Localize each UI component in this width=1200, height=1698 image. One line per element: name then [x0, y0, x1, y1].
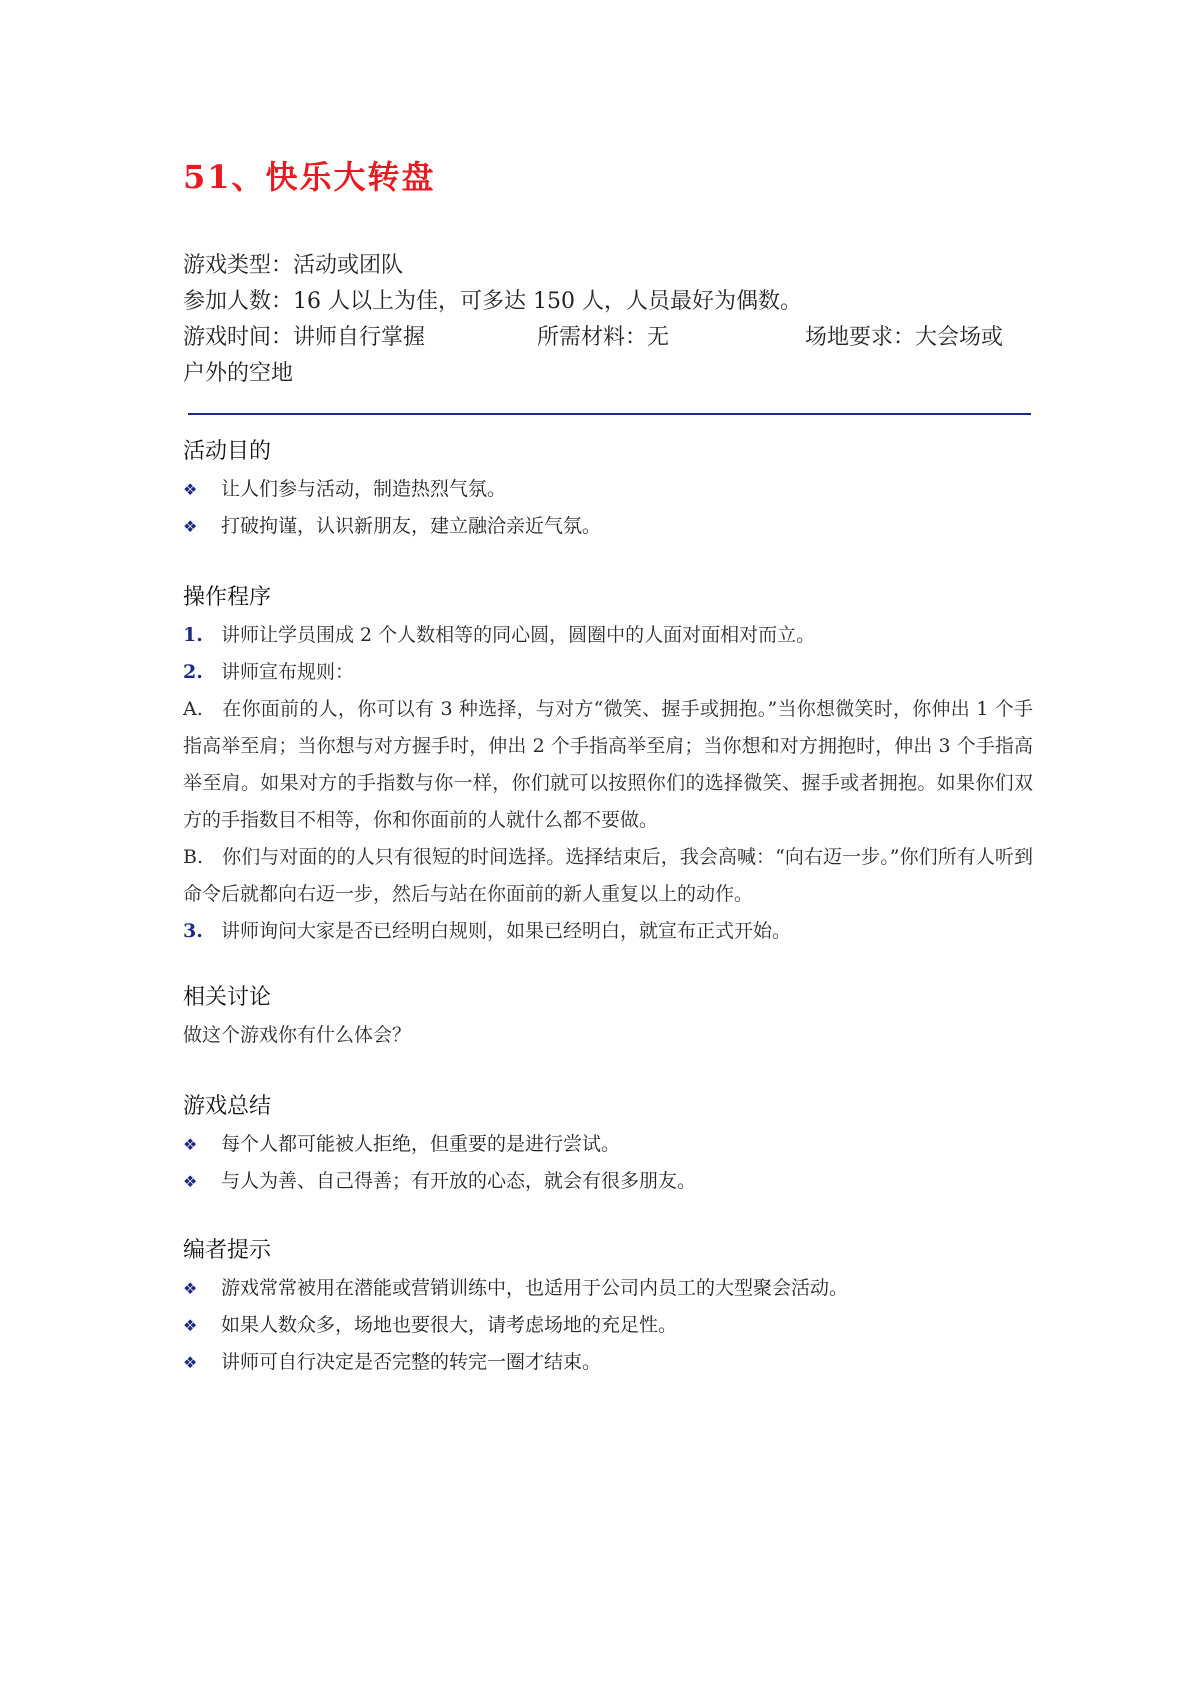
discussion-heading: 相关讨论	[183, 985, 272, 1010]
list-item-text: 游戏常常被用在潜能或营销训练中，也适用于公司内员工的大型聚会活动。	[221, 1277, 849, 1299]
diamond-bullet-icon: ❖	[183, 1279, 198, 1298]
rule-a-paragraph: A. 在你面前的人，你可以有 3 种选择，与对方“微笑、握手或拥抱。”当你想微笑时，你伸出 1 个手指高举至肩；当你想与对方握手时，伸出 2 个手指高举至肩；当你想和对方拥抱时，伸出 3 个手指高举至肩。如果对方的手指数与你一样，你们就可以按照你们的选择微笑、握手或者拥抱。如果你们双方的手指数目不相等，你和你面前的人就什么都不要做。	[183, 698, 1033, 831]
tips-section	[183, 1236, 1033, 1381]
list-item-text: 与人为善、自己得善；有开放的心态，就会有很多朋友。	[221, 1170, 697, 1192]
tips-list	[183, 1270, 1033, 1381]
section-divider	[188, 413, 1031, 415]
materials: 所需材料：无	[537, 325, 670, 350]
list-item-text: 讲师可自行决定是否完整的转完一圈才结束。	[221, 1351, 602, 1373]
meta-row	[183, 320, 1033, 356]
step-number: 1.	[183, 624, 203, 646]
diamond-bullet-icon: ❖	[183, 1353, 198, 1372]
list-item-text: 让人们参与活动，制造热烈气氛。	[221, 478, 507, 500]
game-type: 游戏类型：活动或团队	[183, 253, 404, 278]
list-item	[183, 1307, 1033, 1344]
diamond-bullet-icon: ❖	[183, 1135, 198, 1154]
diamond-bullet-icon: ❖	[183, 1172, 198, 1191]
step-text: 讲师询问大家是否已经明白规则，如果已经明白，就宣布正式开始。	[221, 920, 792, 942]
summary-list	[183, 1126, 1033, 1200]
list-item	[183, 1270, 1033, 1307]
diamond-bullet-icon: ❖	[183, 480, 198, 499]
venue-continued: 户外的空地	[183, 361, 294, 386]
procedure-body	[183, 617, 1033, 950]
list-item	[183, 1126, 1033, 1163]
procedure-step	[183, 617, 1033, 654]
purpose-section	[183, 437, 1033, 545]
tips-heading: 编者提示	[183, 1238, 272, 1263]
game-time: 游戏时间：讲师自行掌握	[183, 325, 426, 350]
game-meta	[183, 248, 1033, 392]
rule-b-paragraph: B. 你们与对面的的人只有很短的时间选择。选择结束后，我会高喊：“向右迈一步。”你们所有人听到命令后就都向右迈一步，然后与站在你面前的新人重复以上的动作。	[183, 846, 1033, 905]
diamond-bullet-icon: ❖	[183, 517, 198, 536]
purpose-heading: 活动目的	[183, 439, 272, 464]
list-item-text: 如果人数众多，场地也要很大，请考虑场地的充足性。	[221, 1314, 678, 1336]
list-item-text: 打破拘谨，认识新朋友，建立融洽亲近气氛。	[221, 515, 602, 537]
procedure-step	[183, 654, 1033, 691]
summary-heading: 游戏总结	[183, 1094, 272, 1119]
list-item	[183, 471, 1033, 508]
step-number: 3.	[183, 920, 203, 942]
step-number: 2.	[183, 661, 203, 683]
list-item	[183, 508, 1033, 545]
page-title: 51、快乐大转盘	[183, 158, 436, 196]
procedure-section	[183, 583, 1033, 950]
diamond-bullet-icon: ❖	[183, 1316, 198, 1335]
step-text: 讲师宣布规则：	[221, 661, 355, 683]
participants: 参加人数：16 人以上为佳，可多达 150 人，人员最好为偶数。	[183, 289, 802, 314]
purpose-list	[183, 471, 1033, 545]
step-text: 讲师让学员围成 2 个人数相等的同心圆，圆圈中的人面对面相对而立。	[221, 624, 816, 646]
procedure-step	[183, 913, 1033, 950]
procedure-heading: 操作程序	[183, 585, 272, 610]
list-item	[183, 1344, 1033, 1381]
venue: 场地要求：大会场或	[805, 325, 1004, 350]
discussion-text: 做这个游戏你有什么体会？	[183, 1024, 412, 1046]
discussion-section	[183, 983, 1033, 1054]
list-item-text: 每个人都可能被人拒绝，但重要的是进行尝试。	[221, 1133, 621, 1155]
summary-section	[183, 1092, 1033, 1200]
list-item	[183, 1163, 1033, 1200]
